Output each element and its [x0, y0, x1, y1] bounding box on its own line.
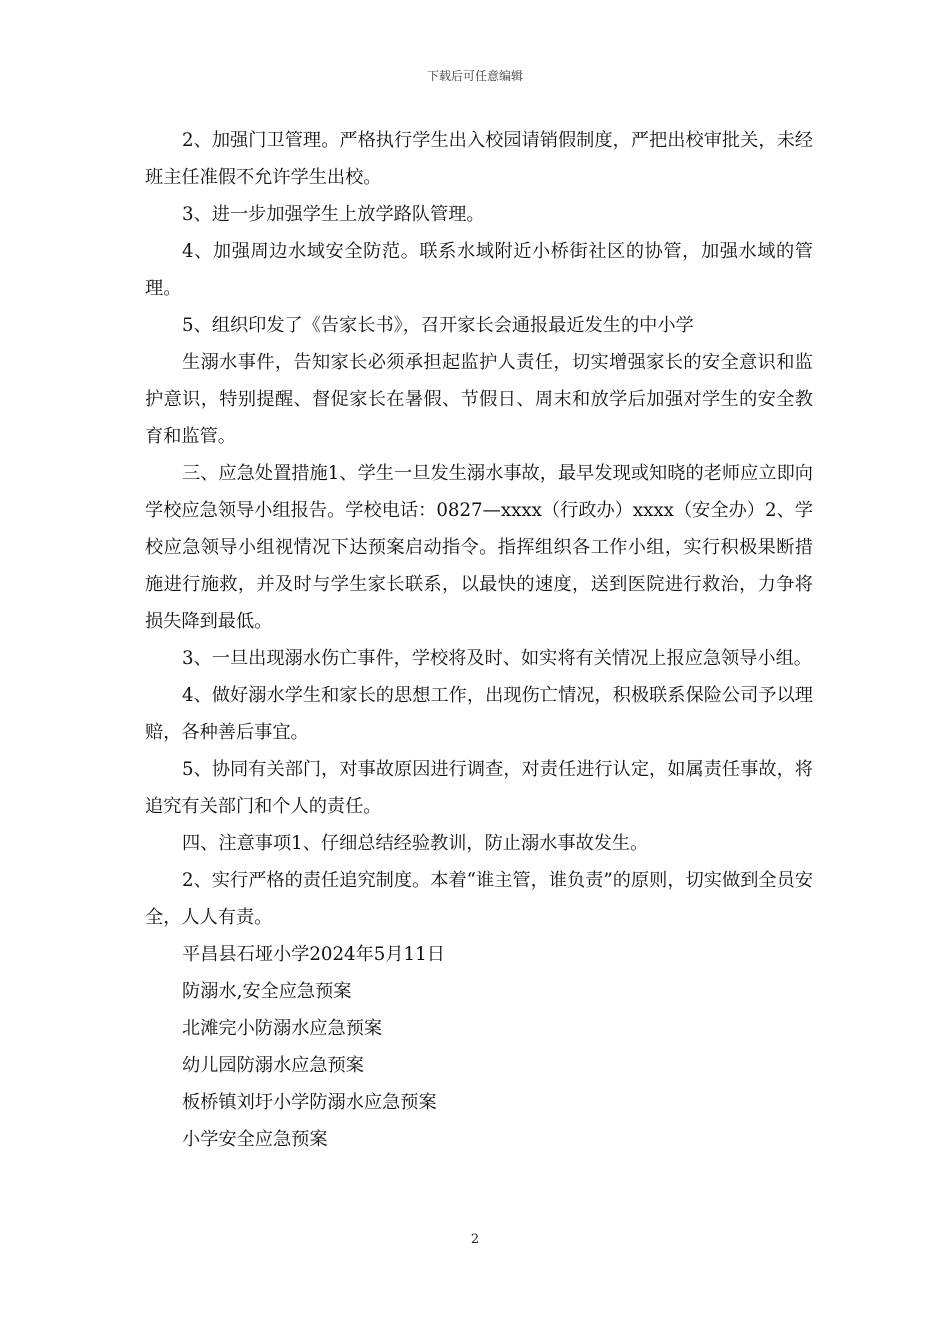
related-title-3: 幼儿园防溺水应急预案	[182, 1055, 364, 1076]
paragraph-precautions: 四、注意事项1、仔细总结经验教训，防止溺水事故发生。	[182, 833, 649, 854]
paragraph-accountability: 2、实行严格的责任追究制度。本着“谁主管，谁负责”的原则，切实做到全员安全，人人有责。	[145, 870, 813, 928]
paragraph-emergency-measures: 三、应急处置措施1、学生一旦发生溺水事故，最早发现或知晓的老师应立即向学校应急领导小组报告。学校电话：0827—xxxx（行政办）xxxx（安全办）2、学校应急领导小组视情况下达预案启动指令。指挥组织各工作小组，实行积极果断措施进行施救，并及时与学生家长联系，以最快的速度，送到医院进行救治，力争将损失降到最低。	[145, 463, 813, 632]
paragraph-investigation: 5、协同有关部门，对事故原因进行调查，对责任进行认定，如属责任事故，将追究有关部门和个人的责任。	[145, 759, 813, 817]
paragraph-gate-management: 2、加强门卫管理。严格执行学生出入校园请销假制度，严把出校审批关，未经班主任准假不允许学生出校。	[145, 130, 813, 188]
related-title-1: 防溺水,安全应急预案	[182, 981, 352, 1002]
page-number: 2	[470, 1232, 480, 1247]
document-body	[145, 122, 813, 1158]
page-header: 下载后可任意编辑	[426, 69, 523, 83]
paragraph-parent-responsibility: 生溺水事件，告知家长必须承担起监护人责任，切实增强家长的安全意识和监护意识，特别提醒、督促家长在暑假、节假日、周末和放学后加强对学生的安全教育和监管。	[145, 352, 813, 447]
paragraph-report-casualty: 3、一旦出现溺水伤亡事件，学校将及时、如实将有关情况上报应急领导小组。	[182, 648, 812, 669]
related-title-4: 板桥镇刘圩小学防溺水应急预案	[182, 1092, 437, 1113]
related-title-2: 北滩完小防溺水应急预案	[182, 1018, 383, 1039]
paragraph-parent-letter: 5、组织印发了《告家长书》，召开家长会通报最近发生的中小学	[182, 315, 694, 336]
signature-date: 平昌县石垭小学2024年5月11日	[182, 944, 445, 965]
paragraph-aftermath: 4、做好溺水学生和家长的思想工作，出现伤亡情况，积极联系保险公司予以理赔，各种善后事宜。	[145, 685, 813, 743]
paragraph-water-safety: 4、加强周边水域安全防范。联系水域附近小桥街社区的协管，加强水域的管理。	[145, 241, 813, 299]
paragraph-route-management: 3、进一步加强学生上放学路队管理。	[182, 204, 485, 225]
related-title-5: 小学安全应急预案	[182, 1129, 328, 1150]
